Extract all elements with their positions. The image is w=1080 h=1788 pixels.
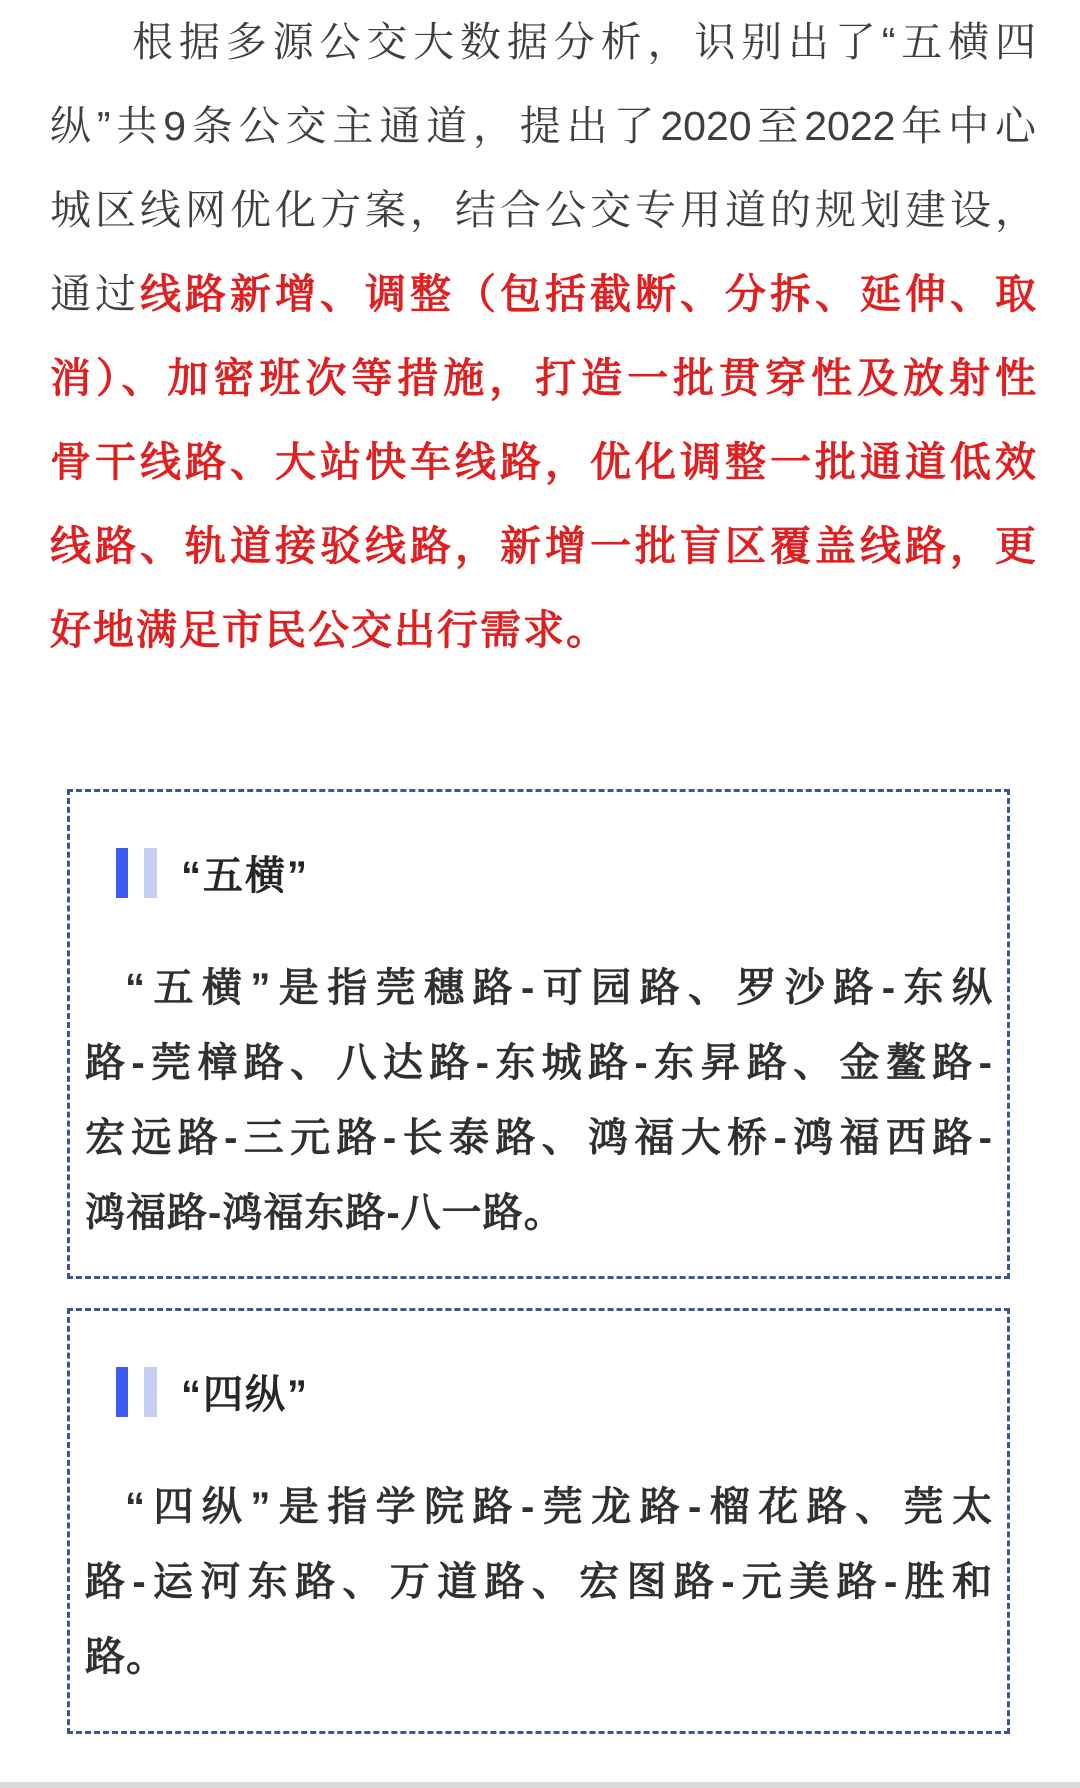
section-body-sizong [85,1470,992,1695]
paragraph-highlight-segment: 骨干线路、大站快车线路，优化调整一批通道低效 [50,439,1036,485]
section-title-wuheng: “五横” [181,854,309,898]
paragraph-line [50,504,1036,588]
paragraph-line [50,168,1036,252]
paragraph-line [50,336,1036,420]
intro-paragraph [50,0,1036,672]
heading-bar-light-icon [144,1367,157,1417]
paragraph-line [50,252,1036,336]
heading-bar-dark-icon [116,1367,128,1417]
paragraph-text-segment: 通过 [50,271,140,317]
body-line: 路-运河东路、万道路、宏图路-元美路-胜和 [85,1560,992,1604]
paragraph-line [50,84,1036,168]
section-heading-sizong [116,1363,1007,1420]
section-title-sizong: “四纵” [181,1373,309,1417]
body-line: 路-莞樟路、八达路-东城路-东昇路、金鳌路- [85,1041,992,1085]
section-box-sizong [67,1308,1010,1734]
paragraph-line [50,588,1036,672]
section-body-wuheng [85,951,992,1251]
paragraph-highlight-segment: 线路新增、调整（包括截断、分拆、延伸、取 [140,271,1036,317]
paragraph-line [50,420,1036,504]
body-line: “四纵”是指学院路-莞龙路-榴花路、莞太 [125,1485,992,1529]
paragraph-highlight-segment: 消）、加密班次等措施，打造一批贯穿性及放射性 [50,355,1036,401]
section-box-wuheng [67,789,1010,1279]
paragraph-highlight-segment: 线路、轨道接驳线路，新增一批盲区覆盖线路，更 [50,523,1036,569]
body-line: 路。 [85,1635,167,1679]
body-line: 鸿福路-鸿福东路-八一路。 [85,1191,565,1235]
paragraph-text-segment: 城区线网优化方案，结合公交专用道的规划建设， [50,187,1036,233]
heading-bar-light-icon [144,848,157,898]
body-line: “五横”是指莞穗路-可园路、罗沙路-东纵 [125,966,992,1010]
section-heading-wuheng [116,844,1007,901]
bottom-divider [0,1782,1080,1788]
paragraph-text-segment: 纵”共9条公交主通道，提出了2020至2022年中心 [50,103,1036,149]
paragraph-line [50,0,1036,84]
body-line: 宏远路-三元路-长泰路、鸿福大桥-鸿福西路- [85,1116,992,1160]
heading-bar-dark-icon [116,848,128,898]
paragraph-text-segment: 根据多源公交大数据分析，识别出了“五横四 [132,19,1036,65]
paragraph-highlight-segment: 好地满足市民公交出行需求。 [50,607,609,653]
